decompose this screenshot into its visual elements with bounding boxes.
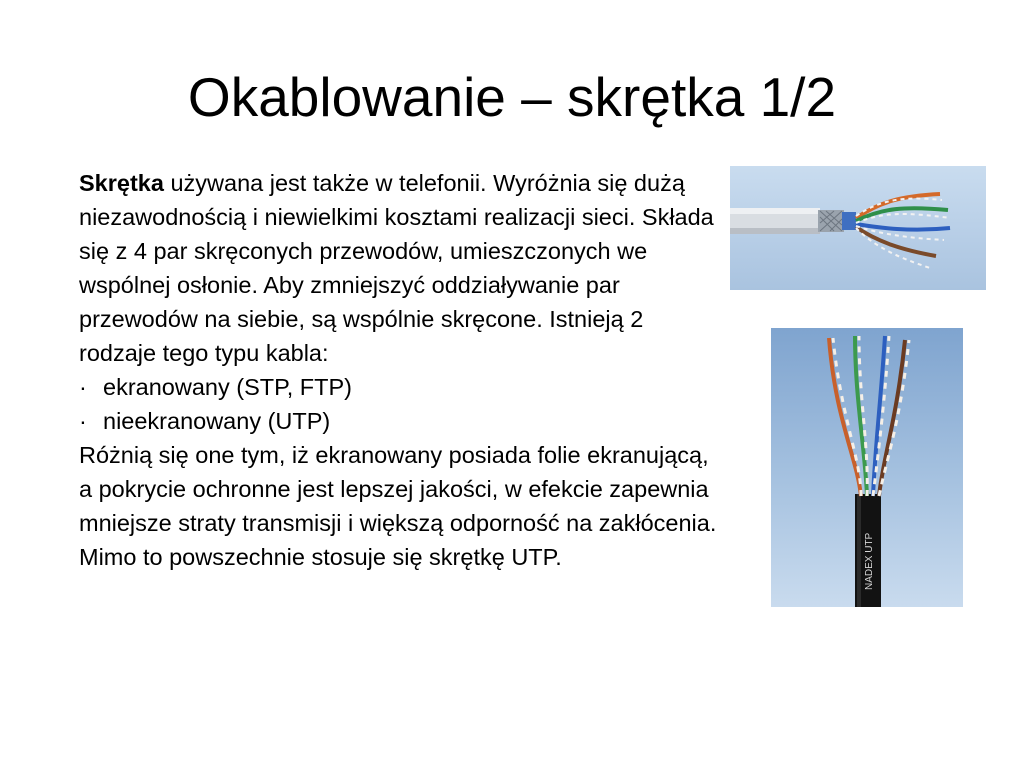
slide-body bbox=[79, 166, 719, 574]
utp-cable-photo bbox=[771, 328, 963, 607]
bullet-marker: · bbox=[79, 408, 87, 434]
list-item-text: ekranowany (STP, FTP) bbox=[103, 374, 353, 400]
bullet-marker: · bbox=[79, 374, 87, 400]
utp-cable-print: NADEX UTP bbox=[864, 532, 875, 590]
closing-paragraph: Różnią się one tym, iż ekranowany posiada folie ekranującą, a pokrycie ochronne jest lepszej jakości, w efekcie zapewnia mniejsze straty transmisji i większą odporność na zakłócenia. Mimo to powszechnie stosuje się skrętkę UTP. bbox=[79, 442, 717, 570]
stp-cable-photo bbox=[730, 166, 986, 290]
intro-text: używana jest także w telefonii. Wyróżnia się dużą niezawodnością i niewielkimi kosztami realizacji sieci. Składa się z 4 par skręconych przewodów, umieszczonych we wspólnej osłonie. Aby zmniejszyć oddziaływanie par przewodów na siebie, są wspólnie skręcone. Istnieją 2 rodzaje tego typu kabla: bbox=[79, 170, 714, 366]
intro-term: Skrętka bbox=[79, 170, 164, 196]
list-item bbox=[79, 370, 719, 404]
list-item-text: nieekranowany (UTP) bbox=[103, 408, 331, 434]
cable-type-list bbox=[79, 370, 719, 438]
list-item bbox=[79, 404, 719, 438]
utp-cable-illustration bbox=[771, 328, 963, 607]
slide-title: Okablowanie – skrętka 1/2 bbox=[187, 66, 837, 128]
stp-cable-illustration bbox=[730, 166, 986, 290]
intro-paragraph bbox=[79, 166, 719, 370]
